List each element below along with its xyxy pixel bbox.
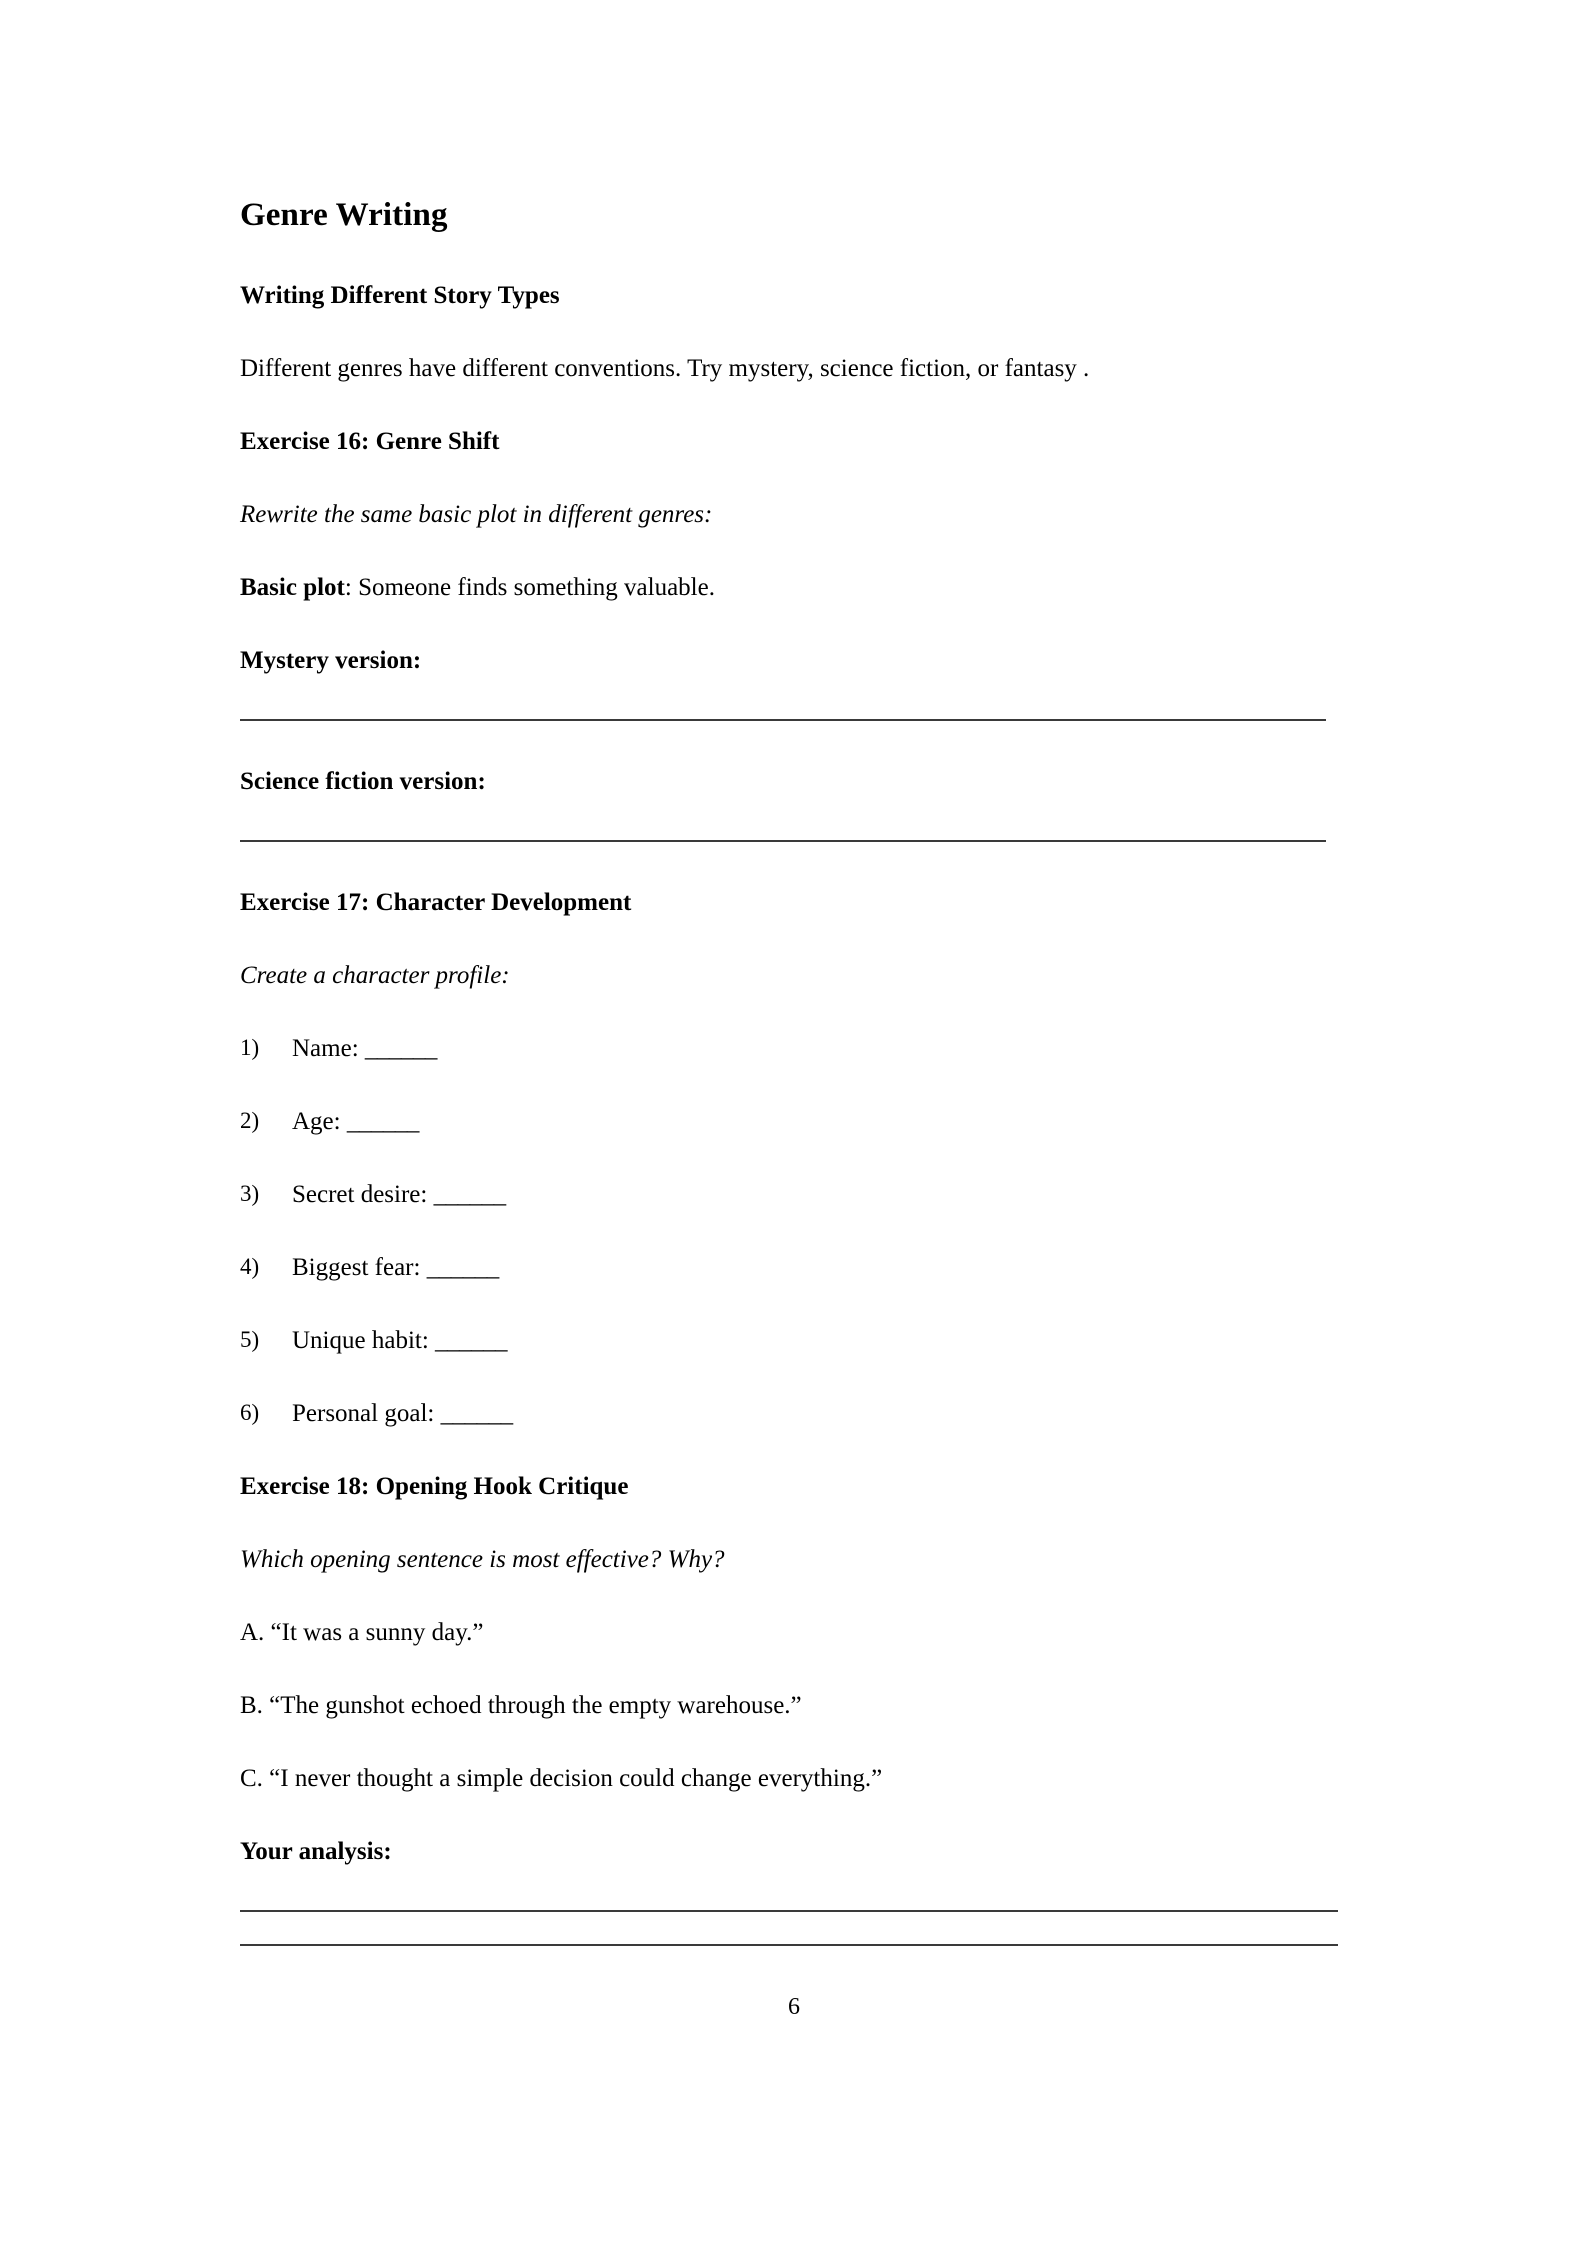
list-item [240, 1326, 1340, 1356]
mystery-version-label: Mystery version: [240, 646, 422, 674]
list-item [240, 1034, 1340, 1064]
list-item-label: Unique habit: [292, 1326, 429, 1354]
list-item-blank[interactable]: ______ [435, 1326, 508, 1354]
list-item-marker: 1) [240, 1034, 260, 1060]
list-item-marker: 6) [240, 1399, 260, 1425]
list-item-blank[interactable]: ______ [426, 1253, 499, 1281]
science-fiction-answer-rule[interactable] [240, 840, 1326, 842]
basic-plot-text: : Someone finds something valuable. [344, 573, 715, 601]
document-title: Genre Writing [240, 197, 448, 233]
list-item-marker: 4) [240, 1253, 260, 1279]
list-item-marker: 3) [240, 1180, 260, 1206]
exercise-17-heading: Exercise 17: Character Development [240, 888, 632, 916]
list-item [240, 1180, 1340, 1210]
list-item [240, 1107, 1340, 1137]
list-item-label: Personal goal: [292, 1399, 435, 1427]
your-analysis-label: Your analysis: [240, 1837, 392, 1865]
analysis-answer-rule-2[interactable] [240, 1944, 1338, 1946]
option-b[interactable]: B. “The gunshot echoed through the empty warehouse.” [240, 1691, 802, 1719]
list-item-marker: 2) [240, 1107, 260, 1133]
exercise-18-heading: Exercise 18: Opening Hook Critique [240, 1472, 629, 1500]
exercise-16-heading: Exercise 16: Genre Shift [240, 427, 500, 455]
option-c[interactable]: C. “I never thought a simple decision could change everything.” [240, 1764, 883, 1792]
page-number: 6 [788, 1994, 800, 2020]
section-heading-story-types: Writing Different Story Types [240, 281, 560, 309]
basic-plot-label: Basic plot [240, 573, 345, 601]
list-item-label: Biggest fear: [292, 1253, 421, 1281]
basic-plot-line [240, 573, 1340, 603]
list-item [240, 1253, 1340, 1283]
section-intro-story-types: Different genres have different conventions. Try mystery, science fiction, or fantasy . [240, 354, 1090, 382]
exercise-18-instruction: Which opening sentence is most effective? Why? [240, 1545, 725, 1573]
science-fiction-version-label: Science fiction version: [240, 767, 486, 795]
list-item-label: Age: [292, 1107, 341, 1135]
list-item-label: Name: [292, 1034, 359, 1062]
character-profile-list [240, 1034, 1340, 1429]
list-item [240, 1399, 1340, 1429]
exercise-17-instruction: Create a character profile: [240, 961, 510, 989]
analysis-answer-rule-1[interactable] [240, 1910, 1338, 1912]
list-item-blank[interactable]: ______ [440, 1399, 513, 1427]
page-content [240, 196, 1340, 1978]
list-item-blank[interactable]: ______ [364, 1034, 437, 1062]
list-item-blank[interactable]: ______ [346, 1107, 419, 1135]
option-a[interactable]: A. “It was a sunny day.” [240, 1618, 484, 1646]
mystery-answer-rule[interactable] [240, 719, 1326, 721]
list-item-blank[interactable]: ______ [433, 1180, 506, 1208]
exercise-16-instruction: Rewrite the same basic plot in different genres: [240, 500, 713, 528]
list-item-label: Secret desire: [292, 1180, 428, 1208]
list-item-marker: 5) [240, 1326, 260, 1352]
